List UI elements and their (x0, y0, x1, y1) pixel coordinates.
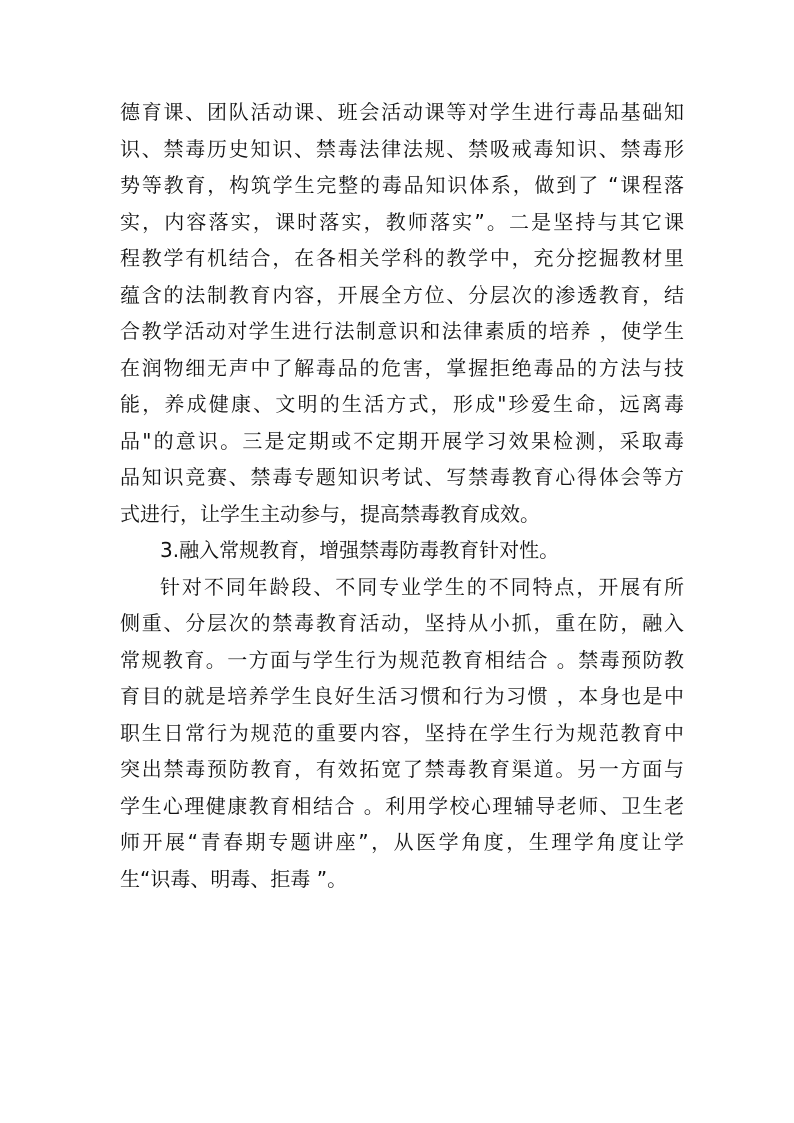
paragraph-line: 品知识竞赛、禁毒专题知识考试、写禁毒教育心得体会等方 (120, 465, 684, 489)
paragraph-line: 能，养成健康、文明的生活方式，形成"珍爱生命，远离毒 (120, 392, 684, 416)
document-body (120, 94, 684, 897)
paragraph-line: 侧重、分层次的禁毒教育活动，坚持从小抓，重在防，融入 (120, 611, 684, 635)
paragraph-line: 职生日常行为规范的重要内容，坚持在学生行为规范教育中 (120, 720, 684, 745)
paragraph-2 (120, 569, 684, 898)
paragraph-line: 生“识毒、明毒、拒毒 ”。 (120, 866, 348, 891)
paragraph-1 (120, 94, 684, 532)
paragraph-line: 育目的就是培养学生良好生活习惯和行为习惯 ，本身也是中 (120, 684, 684, 708)
section-heading: 3.融入常规教育，增强禁毒防毒教育针对性。 (160, 538, 560, 562)
paragraph-line: 常规教育。一方面与学生行为规范教育相结合 。禁毒预防教 (120, 647, 684, 672)
paragraph-line: 突出禁毒预防教育，有效拓宽了禁毒教育渠道。另一方面与 (120, 757, 684, 781)
paragraph-line: 师开展“青春期专题讲座”，从医学角度，生理学角度让学 (120, 830, 684, 854)
paragraph-line: 针对不同年龄段、不同专业学生的不同特点，开展有所 (160, 574, 684, 599)
paragraph-line: 蕴含的法制教育内容，开展全方位、分层次的渗透教育，结 (120, 282, 684, 307)
paragraph-line: 在润物细无声中了解毒品的危害，掌握拒绝毒品的方法与技 (120, 355, 684, 380)
paragraph-line: 实，内容落实，课时落实，教师落实”。二是坚持与其它课 (120, 209, 684, 234)
paragraph-line: 学生心理健康教育相结合 。利用学校心理辅导老师、卫生老 (120, 793, 684, 818)
paragraph-line: 合教学活动对学生进行法制意识和法律素质的培养 ，使学生 (120, 319, 684, 343)
paragraph-line: 势等教育，构筑学生完整的毒品知识体系，做到了 “课程落 (120, 173, 684, 197)
paragraph-line: 识、禁毒历史知识、禁毒法律法规、禁吸戒毒知识、禁毒形 (120, 136, 684, 161)
paragraph-line: 程教学有机结合，在各相关学科的教学中，充分挖掘教材里 (120, 246, 684, 270)
paragraph-line: 式进行，让学生主动参与，提高禁毒教育成效。 (120, 501, 540, 526)
paragraph-line: 德育课、团队活动课、班会活动课等对学生进行毒品基础知 (120, 100, 684, 124)
paragraph-line: 品"的意识。三是定期或不定期开展学习效果检测，采取毒 (120, 428, 684, 453)
